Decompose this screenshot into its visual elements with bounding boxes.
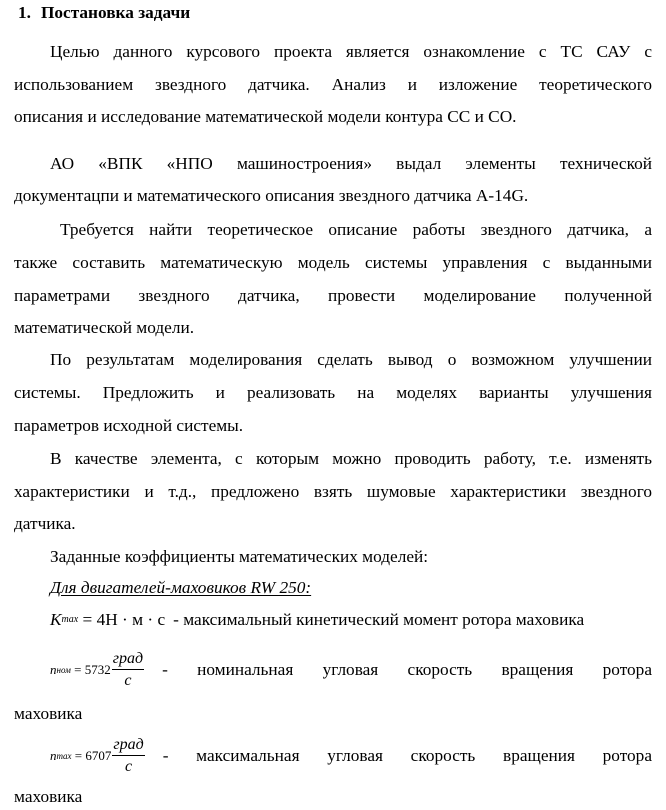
formula-nnom-fraction: [112, 651, 144, 689]
formula-kmax-row: [50, 609, 652, 631]
paragraph-3-line-4: математической модели.: [14, 318, 195, 337]
paragraph-4-line-1: По результатам моделирования сделать вывод о возможном улучшении: [50, 350, 652, 369]
flywheel-subheading: Для двигателей-маховиков RW 250:: [50, 578, 312, 597]
formula-nmax-description: [163, 745, 652, 767]
section-heading: [18, 2, 190, 24]
paragraph-5-line-2: характеристики и т.д., предложено взять шумовые характеристики звездного: [14, 482, 652, 501]
paragraph-5-line-3: датчика.: [14, 514, 76, 533]
formula-nnom-numerator: град: [112, 651, 144, 670]
formula-nmax: [50, 737, 145, 775]
formula-nnom-symbol: n: [50, 662, 57, 677]
paragraph-1-line-2: использованием звездного датчика. Анализ и изложение теоретического: [14, 75, 652, 94]
formula-nnom-value: = 5732: [74, 662, 111, 677]
formula-nmax-row: [50, 734, 652, 778]
formula-kmax-subscript: max: [61, 614, 79, 625]
formula-kmax: [50, 609, 165, 631]
formula-nmax-denominator: с: [124, 758, 133, 775]
formula-nnom-row: [50, 648, 652, 692]
paragraph-1-line-1: Целью данного курсового проекта является ознакомление с ТС САУ с: [50, 42, 652, 61]
paragraph-3-line-2: также составить математическую модель системы управления с выданными: [14, 253, 652, 272]
formula-nmax-symbol: n: [50, 748, 57, 763]
paragraph-2-line-2: документацпи и математического описания звездного датчика А-14G.: [14, 186, 529, 205]
formula-nnom-description-text: - номинальная угловая скорость вращения ротора: [162, 660, 652, 679]
paragraph-2-line-1: АО «ВПК «НПО машиностроения» выдал элементы технической: [50, 154, 652, 173]
formula-kmax-expression: = 4H · м · с: [82, 610, 166, 629]
formula-nmax-subscript: max: [56, 751, 72, 761]
formula-nnom-subscript: ном: [56, 665, 71, 675]
formula-nmax-description-text: - максимальная угловая скорость вращения ротора: [162, 746, 652, 765]
formula-nnom-continuation: маховика: [14, 704, 83, 723]
formula-nmax-value: = 6707: [74, 748, 112, 763]
formula-kmax-symbol: K: [50, 610, 62, 629]
formula-nnom-denominator: с: [124, 672, 132, 689]
formula-nmax-continuation: маховика: [14, 787, 83, 806]
formula-nmax-numerator: град: [112, 737, 144, 756]
paragraph-5-line-1: В качестве элемента, с которым можно проводить работу, т.е. изменять: [50, 449, 652, 468]
paragraph-3-line-3: параметрами звездного датчика, провести моделирование полученной: [14, 286, 652, 305]
formula-nnom-description: [162, 659, 652, 681]
paragraph-1-line-3: описания и исследование математической модели контура СС и СО.: [14, 107, 517, 126]
formula-nnom: [50, 651, 144, 689]
section-number: 1.: [18, 3, 31, 22]
paragraph-4-line-2: системы. Предложить и реализовать на моделях варианты улучшения: [14, 383, 652, 402]
coefficients-intro: Заданные коэффициенты математических моделей:: [50, 547, 429, 566]
section-title: Постановка задачи: [40, 3, 191, 22]
formula-kmax-description: - максимальный кинетический момент ротора маховика: [173, 610, 585, 629]
formula-nmax-fraction: [112, 737, 144, 775]
paragraph-3-line-1: Требуется найти теоретическое описание работы звездного датчика, а: [60, 220, 652, 239]
paragraph-4-line-3: параметров исходной системы.: [14, 416, 244, 435]
